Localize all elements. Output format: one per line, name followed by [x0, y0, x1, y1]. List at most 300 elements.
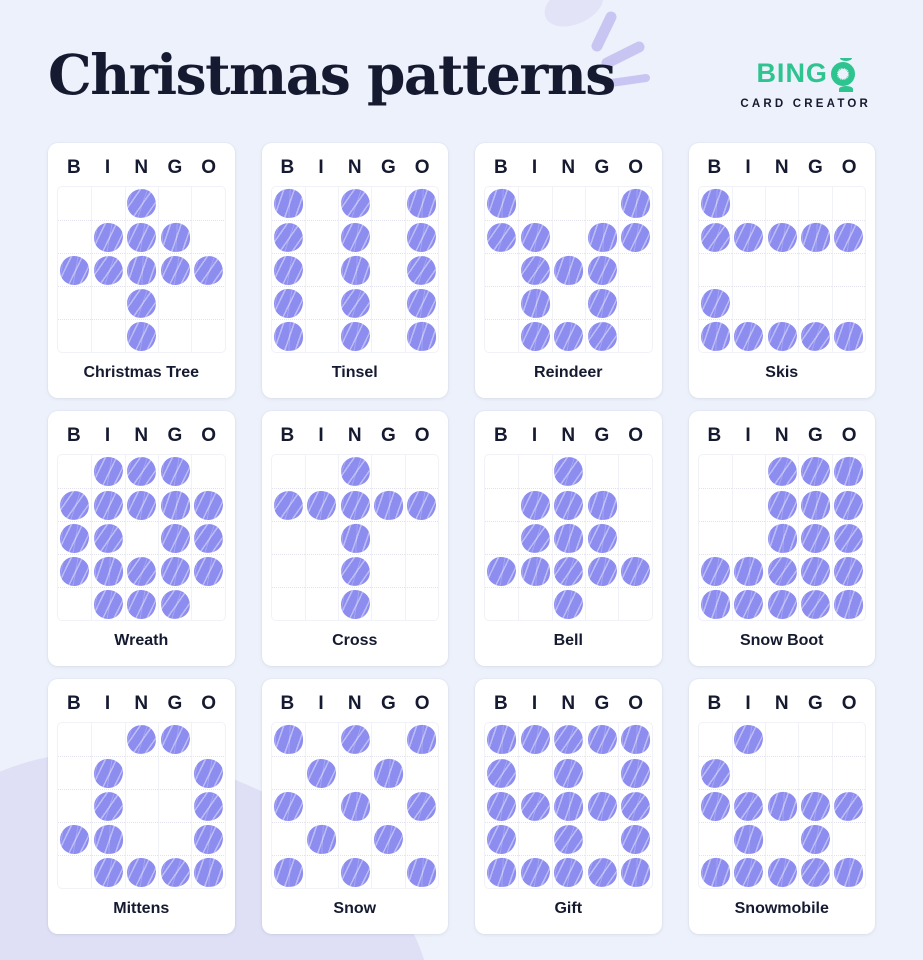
- bingo-header: [57, 686, 226, 722]
- card-label: Reindeer: [534, 364, 603, 381]
- logo-bingo-ball-icon: [831, 62, 855, 86]
- bingo-cell: [699, 756, 732, 789]
- dauber-dot-icon: [521, 322, 550, 351]
- dauber-dot-icon: [734, 590, 763, 619]
- bingo-letter: G: [167, 693, 183, 714]
- bingo-cell: [732, 286, 765, 319]
- bingo-header: [271, 418, 440, 454]
- bingo-cell: [338, 822, 371, 855]
- bingo-letter: B: [707, 425, 722, 446]
- bingo-cell: [618, 822, 651, 855]
- bingo-letter: G: [381, 693, 396, 714]
- bingo-cell: [585, 822, 618, 855]
- dauber-dot-icon: [554, 322, 583, 351]
- bingo-cell: [518, 521, 551, 554]
- bingo-cell: [699, 554, 732, 587]
- bingo-grid: [698, 722, 867, 889]
- bingo-cell: [552, 723, 585, 756]
- bingo-letter: B: [66, 693, 81, 714]
- bingo-letter: I: [745, 425, 751, 446]
- dauber-dot-icon: [834, 491, 863, 520]
- dauber-dot-icon: [766, 790, 798, 822]
- dauber-dot-icon: [801, 557, 830, 586]
- bingo-letter: G: [167, 157, 183, 178]
- bingo-cell: [371, 855, 404, 888]
- dauber-dot-icon: [158, 587, 191, 620]
- bingo-cell: [518, 587, 551, 620]
- bingo-letter: G: [381, 425, 396, 446]
- dauber-dot-icon: [554, 491, 583, 520]
- bingo-cell: [765, 187, 798, 220]
- bingo-cell: [832, 587, 865, 620]
- bingo-cell: [732, 187, 765, 220]
- bingo-cell: [58, 554, 91, 587]
- dauber-dot-icon: [192, 789, 225, 822]
- bingo-cell: [585, 756, 618, 789]
- bingo-cell: [58, 488, 91, 521]
- dauber-dot-icon: [307, 491, 336, 520]
- bingo-header: [271, 150, 440, 186]
- bingo-letter: O: [201, 693, 217, 714]
- bingo-letter: O: [201, 425, 217, 446]
- bingo-cell: [732, 587, 765, 620]
- bingo-cell: [765, 253, 798, 286]
- bingo-cell: [485, 756, 518, 789]
- dauber-dot-icon: [60, 557, 89, 586]
- dauber-dot-icon: [161, 524, 190, 553]
- dauber-dot-icon: [94, 590, 123, 619]
- dauber-dot-icon: [485, 723, 517, 755]
- dauber-dot-icon: [339, 554, 372, 587]
- dauber-dot-icon: [833, 588, 865, 620]
- dauber-dot-icon: [768, 491, 797, 520]
- bingo-letter: N: [347, 425, 362, 446]
- bingo-letter: B: [493, 693, 508, 714]
- bingo-cell: [125, 455, 158, 488]
- bingo-card: [48, 679, 235, 934]
- dauber-dot-icon: [833, 320, 865, 352]
- bingo-cell: [585, 587, 618, 620]
- bingo-cell: [125, 319, 158, 352]
- bingo-cell: [798, 319, 831, 352]
- dauber-dot-icon: [94, 858, 123, 887]
- dauber-dot-icon: [127, 858, 156, 887]
- bingo-cell: [158, 587, 191, 620]
- bingo-cell: [91, 587, 124, 620]
- dauber-dot-icon: [405, 789, 438, 822]
- dauber-dot-icon: [586, 489, 618, 521]
- bingo-cell: [58, 822, 91, 855]
- dauber-dot-icon: [406, 856, 438, 888]
- bingo-letter: B: [707, 157, 722, 178]
- dauber-dot-icon: [768, 858, 797, 887]
- bingo-cell: [732, 789, 765, 822]
- bingo-header: [484, 150, 653, 186]
- bingo-cell: [732, 455, 765, 488]
- dauber-dot-icon: [699, 756, 732, 789]
- bingo-cell: [405, 253, 438, 286]
- bingo-cell: [305, 286, 338, 319]
- bingo-cell: [338, 587, 371, 620]
- bingo-cell: [518, 220, 551, 253]
- bingo-cell: [338, 220, 371, 253]
- dauber-dot-icon: [768, 590, 797, 619]
- bingo-cell: [732, 723, 765, 756]
- bingo-cell: [158, 855, 191, 888]
- bingo-letter: N: [774, 157, 789, 178]
- bingo-cell: [405, 488, 438, 521]
- bingo-letter: O: [414, 425, 430, 446]
- bingo-cell: [832, 822, 865, 855]
- bingo-cell: [58, 587, 91, 620]
- bingo-cell: [305, 554, 338, 587]
- dauber-dot-icon: [588, 792, 617, 821]
- bingo-cell: [191, 488, 224, 521]
- bingo-cell: [125, 488, 158, 521]
- card-label: Snow: [333, 900, 377, 917]
- bingo-cell: [832, 521, 865, 554]
- bingo-cell: [58, 253, 91, 286]
- bingo-cell: [338, 187, 371, 220]
- bingo-cell: [191, 220, 224, 253]
- bingo-cell: [305, 521, 338, 554]
- dauber-dot-icon: [94, 223, 123, 252]
- dauber-dot-icon: [306, 823, 338, 855]
- bingo-letter: I: [104, 693, 111, 714]
- bingo-cell: [91, 723, 124, 756]
- bingo-cell: [618, 253, 651, 286]
- bingo-cell: [191, 319, 224, 352]
- dauber-dot-icon: [799, 221, 831, 253]
- bingo-header: [698, 418, 867, 454]
- bingo-letter: I: [531, 425, 538, 446]
- bingo-cell: [832, 488, 865, 521]
- card-label: Mittens: [113, 900, 170, 917]
- bingo-cell: [91, 789, 124, 822]
- bingo-cell: [832, 855, 865, 888]
- bingo-cell: [765, 587, 798, 620]
- bingo-cell: [58, 455, 91, 488]
- bingo-cell: [371, 253, 404, 286]
- dauber-dot-icon: [552, 723, 585, 756]
- bingo-letter: G: [808, 425, 823, 446]
- bingo-cell: [158, 187, 191, 220]
- bingo-cell: [91, 319, 124, 352]
- bingo-cell: [618, 220, 651, 253]
- bingo-cell: [485, 822, 518, 855]
- bingo-cell: [765, 855, 798, 888]
- dauber-dot-icon: [60, 256, 89, 285]
- dauber-dot-icon: [92, 253, 125, 286]
- bingo-cell: [585, 319, 618, 352]
- bingo-cell: [338, 554, 371, 587]
- dauber-dot-icon: [619, 789, 652, 822]
- bingo-cell: [485, 286, 518, 319]
- bingo-cell: [272, 756, 305, 789]
- dauber-dot-icon: [621, 825, 650, 854]
- logo-wordmark: [740, 58, 871, 89]
- bingo-cell: [765, 756, 798, 789]
- bingo-cell: [585, 723, 618, 756]
- dauber-dot-icon: [734, 858, 763, 887]
- dauber-dot-icon: [274, 792, 303, 821]
- bingo-cell: [158, 822, 191, 855]
- dauber-dot-icon: [192, 856, 224, 888]
- dauber-dot-icon: [799, 855, 832, 888]
- bingo-cell: [405, 855, 438, 888]
- bingo-letter: B: [280, 157, 295, 178]
- dauber-dot-icon: [699, 220, 732, 253]
- dauber-dot-icon: [372, 757, 404, 789]
- bingo-cell: [518, 488, 551, 521]
- bingo-cell: [191, 521, 224, 554]
- bingo-cell: [58, 723, 91, 756]
- dauber-dot-icon: [60, 825, 89, 854]
- bingo-cell: [518, 253, 551, 286]
- bingo-cell: [158, 319, 191, 352]
- dauber-dot-icon: [192, 253, 225, 286]
- dauber-dot-icon: [621, 223, 650, 252]
- dauber-dot-icon: [307, 759, 336, 788]
- dauber-dot-icon: [127, 491, 156, 520]
- bingo-cell: [552, 822, 585, 855]
- dauber-dot-icon: [341, 858, 370, 887]
- bingo-cell: [158, 488, 191, 521]
- bingo-letter: N: [134, 157, 149, 178]
- bingo-cell: [618, 587, 651, 620]
- bingo-grid: [271, 454, 440, 621]
- bingo-cell: [699, 286, 732, 319]
- bingo-card: [689, 411, 876, 666]
- bingo-cell: [518, 455, 551, 488]
- dauber-dot-icon: [161, 725, 190, 754]
- bingo-cell: [518, 554, 551, 587]
- dauber-dot-icon: [274, 256, 303, 285]
- dauber-dot-icon: [832, 789, 865, 822]
- dauber-dot-icon: [734, 725, 763, 754]
- bingo-cell: [272, 253, 305, 286]
- dauber-dot-icon: [733, 823, 765, 855]
- bingo-grid: [57, 722, 226, 889]
- dauber-dot-icon: [701, 792, 730, 821]
- bingo-cell: [125, 855, 158, 888]
- bingo-card: [475, 143, 662, 398]
- bingo-grid: [484, 454, 653, 621]
- bingo-cell: [765, 789, 798, 822]
- dauber-dot-icon: [519, 521, 552, 554]
- bingo-cell: [765, 723, 798, 756]
- dauber-dot-icon: [833, 455, 865, 487]
- bingo-cell: [732, 253, 765, 286]
- bingo-cell: [58, 521, 91, 554]
- bingo-cell: [699, 187, 732, 220]
- bingo-letter: O: [841, 693, 857, 714]
- bingo-cell: [798, 756, 831, 789]
- bingo-letter: N: [134, 693, 149, 714]
- dauber-dot-icon: [405, 253, 438, 286]
- bingo-header: [57, 150, 226, 186]
- bingo-cell: [832, 455, 865, 488]
- bingo-card: [689, 679, 876, 934]
- dauber-dot-icon: [194, 557, 223, 586]
- bingo-cell: [405, 187, 438, 220]
- bingo-cell: [191, 587, 224, 620]
- dauber-dot-icon: [834, 557, 863, 586]
- dauber-dot-icon: [127, 322, 156, 351]
- bingo-cell: [405, 822, 438, 855]
- bingo-cell: [618, 455, 651, 488]
- bingo-letter: I: [104, 157, 111, 178]
- bingo-cell: [699, 488, 732, 521]
- bingo-cell: [552, 286, 585, 319]
- bingo-letter: B: [280, 425, 295, 446]
- dauber-dot-icon: [125, 554, 158, 587]
- bingo-card: [475, 411, 662, 666]
- dauber-dot-icon: [699, 187, 731, 219]
- bingo-cell: [699, 855, 732, 888]
- bingo-cell: [732, 319, 765, 352]
- bingo-cell: [552, 253, 585, 286]
- dauber-dot-icon: [125, 286, 158, 319]
- bingo-cell: [618, 789, 651, 822]
- dauber-dot-icon: [552, 455, 585, 488]
- bingo-cell: [518, 319, 551, 352]
- bingo-letter: O: [628, 157, 644, 178]
- dauber-dot-icon: [194, 825, 223, 854]
- bingo-cell: [732, 220, 765, 253]
- bingo-cell: [765, 521, 798, 554]
- bingo-cell: [552, 587, 585, 620]
- bingo-cell: [272, 822, 305, 855]
- bingo-cell: [125, 220, 158, 253]
- dauber-dot-icon: [92, 555, 124, 587]
- bingo-cell: [272, 855, 305, 888]
- dauber-dot-icon: [372, 489, 404, 521]
- dauber-dot-icon: [339, 723, 372, 756]
- bingo-cell: [699, 521, 732, 554]
- dauber-dot-icon: [341, 590, 370, 619]
- bingo-cell: [191, 855, 224, 888]
- dauber-dot-icon: [732, 789, 765, 822]
- bingo-letter: N: [134, 425, 149, 446]
- bingo-cell: [552, 455, 585, 488]
- bingo-cell: [765, 488, 798, 521]
- bingo-cell: [405, 319, 438, 352]
- dauber-dot-icon: [94, 491, 123, 520]
- bingo-cell: [272, 286, 305, 319]
- bingo-cell: [125, 286, 158, 319]
- bingo-cell: [765, 822, 798, 855]
- dauber-dot-icon: [766, 522, 798, 554]
- page-title: Christmas patterns: [48, 42, 615, 107]
- bingo-cell: [58, 855, 91, 888]
- bingo-cell: [305, 756, 338, 789]
- dauber-dot-icon: [272, 488, 305, 521]
- dauber-dot-icon: [272, 320, 304, 352]
- dauber-dot-icon: [487, 792, 516, 821]
- bingo-cell: [125, 554, 158, 587]
- bingo-cell: [158, 521, 191, 554]
- bingo-cell: [405, 587, 438, 620]
- bingo-cell: [485, 521, 518, 554]
- dauber-dot-icon: [407, 223, 436, 252]
- dauber-dot-icon: [339, 254, 371, 286]
- bingo-cell: [305, 187, 338, 220]
- bingo-cell: [832, 723, 865, 756]
- bingo-card: [262, 143, 449, 398]
- dauber-dot-icon: [619, 187, 651, 219]
- bingo-cell: [552, 319, 585, 352]
- bingo-cell: [585, 855, 618, 888]
- bingo-cell: [618, 521, 651, 554]
- dauber-dot-icon: [92, 789, 125, 822]
- bingo-cell: [338, 521, 371, 554]
- bingo-cell: [765, 455, 798, 488]
- bingo-card: [689, 143, 876, 398]
- bingo-cell: [765, 286, 798, 319]
- bingo-cell: [699, 319, 732, 352]
- bingo-cell: [832, 187, 865, 220]
- dauber-dot-icon: [588, 725, 617, 754]
- bingo-letter: G: [594, 693, 610, 714]
- dauber-dot-icon: [834, 223, 863, 252]
- card-label: Christmas Tree: [83, 364, 200, 381]
- bingo-letter: B: [280, 693, 295, 714]
- bingo-cell: [338, 789, 371, 822]
- bingo-cell: [798, 521, 831, 554]
- bingo-cell: [158, 756, 191, 789]
- bingo-letter: N: [347, 157, 362, 178]
- bingo-cell: [125, 822, 158, 855]
- bingo-cell: [371, 319, 404, 352]
- dauber-dot-icon: [127, 223, 156, 252]
- bingo-cell: [338, 286, 371, 319]
- dauber-dot-icon: [487, 557, 516, 586]
- dauber-dot-icon: [194, 759, 223, 788]
- bingo-cell: [552, 554, 585, 587]
- bingo-letter: G: [167, 425, 183, 446]
- bingo-cell: [125, 587, 158, 620]
- bingo-cell: [585, 789, 618, 822]
- bingo-cell: [125, 789, 158, 822]
- bingo-letter: I: [531, 693, 538, 714]
- bingo-cell: [518, 789, 551, 822]
- bingo-cell: [191, 554, 224, 587]
- dauber-dot-icon: [485, 756, 518, 789]
- bingo-cell: [699, 789, 732, 822]
- dauber-dot-icon: [801, 792, 830, 821]
- bingo-letter: I: [318, 693, 324, 714]
- dauber-dot-icon: [60, 524, 89, 553]
- bingo-cell: [405, 756, 438, 789]
- bingo-letter: B: [493, 157, 508, 178]
- dauber-dot-icon: [92, 823, 124, 855]
- bingo-cell: [552, 488, 585, 521]
- dauber-dot-icon: [158, 855, 191, 888]
- bingo-cell: [91, 855, 124, 888]
- dauber-dot-icon: [127, 590, 156, 619]
- bingo-letter: N: [561, 157, 576, 178]
- bingo-card: [262, 679, 449, 934]
- bingo-letter: I: [745, 693, 751, 714]
- dauber-dot-icon: [766, 455, 799, 488]
- bingo-cell: [832, 253, 865, 286]
- bingo-cell: [91, 286, 124, 319]
- dauber-dot-icon: [619, 856, 651, 888]
- bingo-letter: O: [201, 157, 217, 178]
- bingo-cell: [832, 756, 865, 789]
- bingo-cell: [305, 723, 338, 756]
